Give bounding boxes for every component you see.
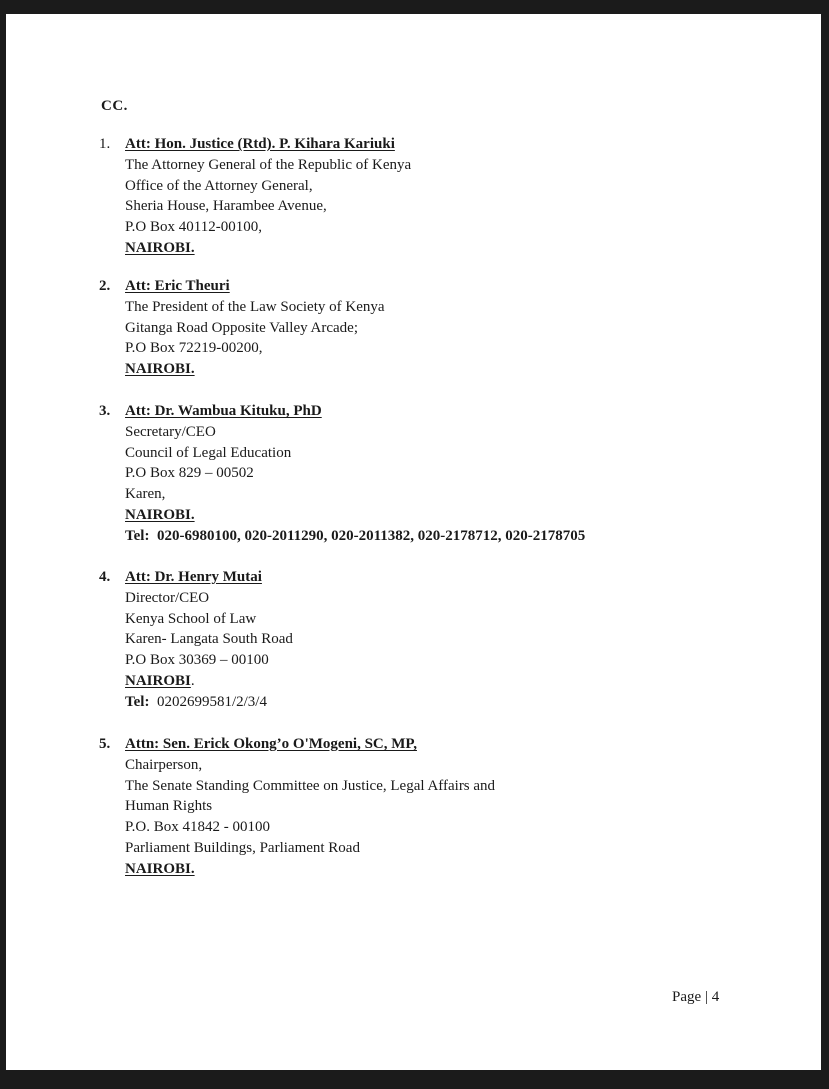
attention-line: Att: Hon. Justice (Rtd). P. Kihara Kariuki bbox=[125, 136, 395, 152]
address-line: Karen- Langata South Road bbox=[125, 631, 293, 648]
city-suffix: . bbox=[190, 672, 195, 689]
city-line: NAIROBI. bbox=[125, 239, 195, 256]
page-separator: | bbox=[704, 989, 708, 1005]
address-line: Secretary/CEO bbox=[125, 423, 216, 440]
telephone-label: Tel: bbox=[125, 527, 150, 544]
entry-number: 1. bbox=[99, 136, 111, 152]
address-line: Director/CEO bbox=[125, 589, 210, 606]
address-line: P.O Box 829 – 00502 bbox=[125, 465, 254, 482]
address-line: Council of Legal Education bbox=[125, 444, 292, 461]
telephone-line bbox=[125, 692, 725, 713]
entry-number: 5. bbox=[99, 736, 111, 752]
city-line: NAIROBI. bbox=[125, 506, 195, 523]
city-name: NAIROBI bbox=[125, 672, 191, 689]
cc-heading: CC. bbox=[101, 98, 128, 114]
address-line: Parliament Buildings, Parliament Road bbox=[125, 839, 360, 856]
attention-line: Att: Eric Theuri bbox=[125, 278, 230, 294]
page-number: 4 bbox=[711, 989, 720, 1005]
address-line: Sheria House, Harambee Avenue, bbox=[125, 198, 327, 215]
address-line: The Attorney General of the Republic of Kenya bbox=[125, 156, 412, 173]
attention-line: Attn: Sen. Erick Okong’o O'Mogeni, SC, MP, bbox=[125, 736, 417, 752]
address-line: P.O. Box 41842 - 00100 bbox=[125, 819, 271, 836]
address-line: P.O Box 72219-00200, bbox=[125, 340, 263, 357]
page-label: Page bbox=[672, 989, 702, 1005]
entry-number: 2. bbox=[99, 278, 111, 294]
entry-number: 3. bbox=[99, 403, 111, 419]
entry-number: 4. bbox=[99, 569, 111, 585]
telephone-line bbox=[125, 526, 725, 547]
page-footer bbox=[672, 989, 719, 1006]
city-line: NAIROBI. bbox=[125, 860, 195, 877]
address-line: Office of the Attorney General, bbox=[125, 177, 313, 194]
city-line: NAIROBI. bbox=[125, 361, 195, 378]
address-line: Gitanga Road Opposite Valley Arcade; bbox=[125, 319, 358, 336]
telephone-value: 020-6980100, 020-2011290, 020-2011382, 020-2178712, 020-2178705 bbox=[156, 527, 586, 544]
address-line: The President of the Law Society of Kenya bbox=[125, 298, 385, 315]
address-line: Human Rights bbox=[125, 798, 213, 815]
telephone-value: 0202699581/2/3/4 bbox=[156, 693, 267, 710]
city-line bbox=[125, 671, 725, 692]
address-line: Karen, bbox=[125, 486, 166, 503]
address-line: P.O Box 30369 – 00100 bbox=[125, 652, 269, 669]
address-line: Kenya School of Law bbox=[125, 610, 257, 627]
document-page bbox=[6, 14, 821, 1070]
attention-line: Att: Dr. Henry Mutai bbox=[125, 569, 262, 585]
attention-line: Att: Dr. Wambua Kituku, PhD bbox=[125, 403, 322, 419]
address-line: Chairperson, bbox=[125, 756, 203, 773]
address-line: P.O Box 40112-00100, bbox=[125, 219, 262, 236]
telephone-label: Tel: bbox=[125, 693, 150, 710]
address-line: The Senate Standing Committee on Justice, Legal Affairs and bbox=[125, 777, 496, 794]
